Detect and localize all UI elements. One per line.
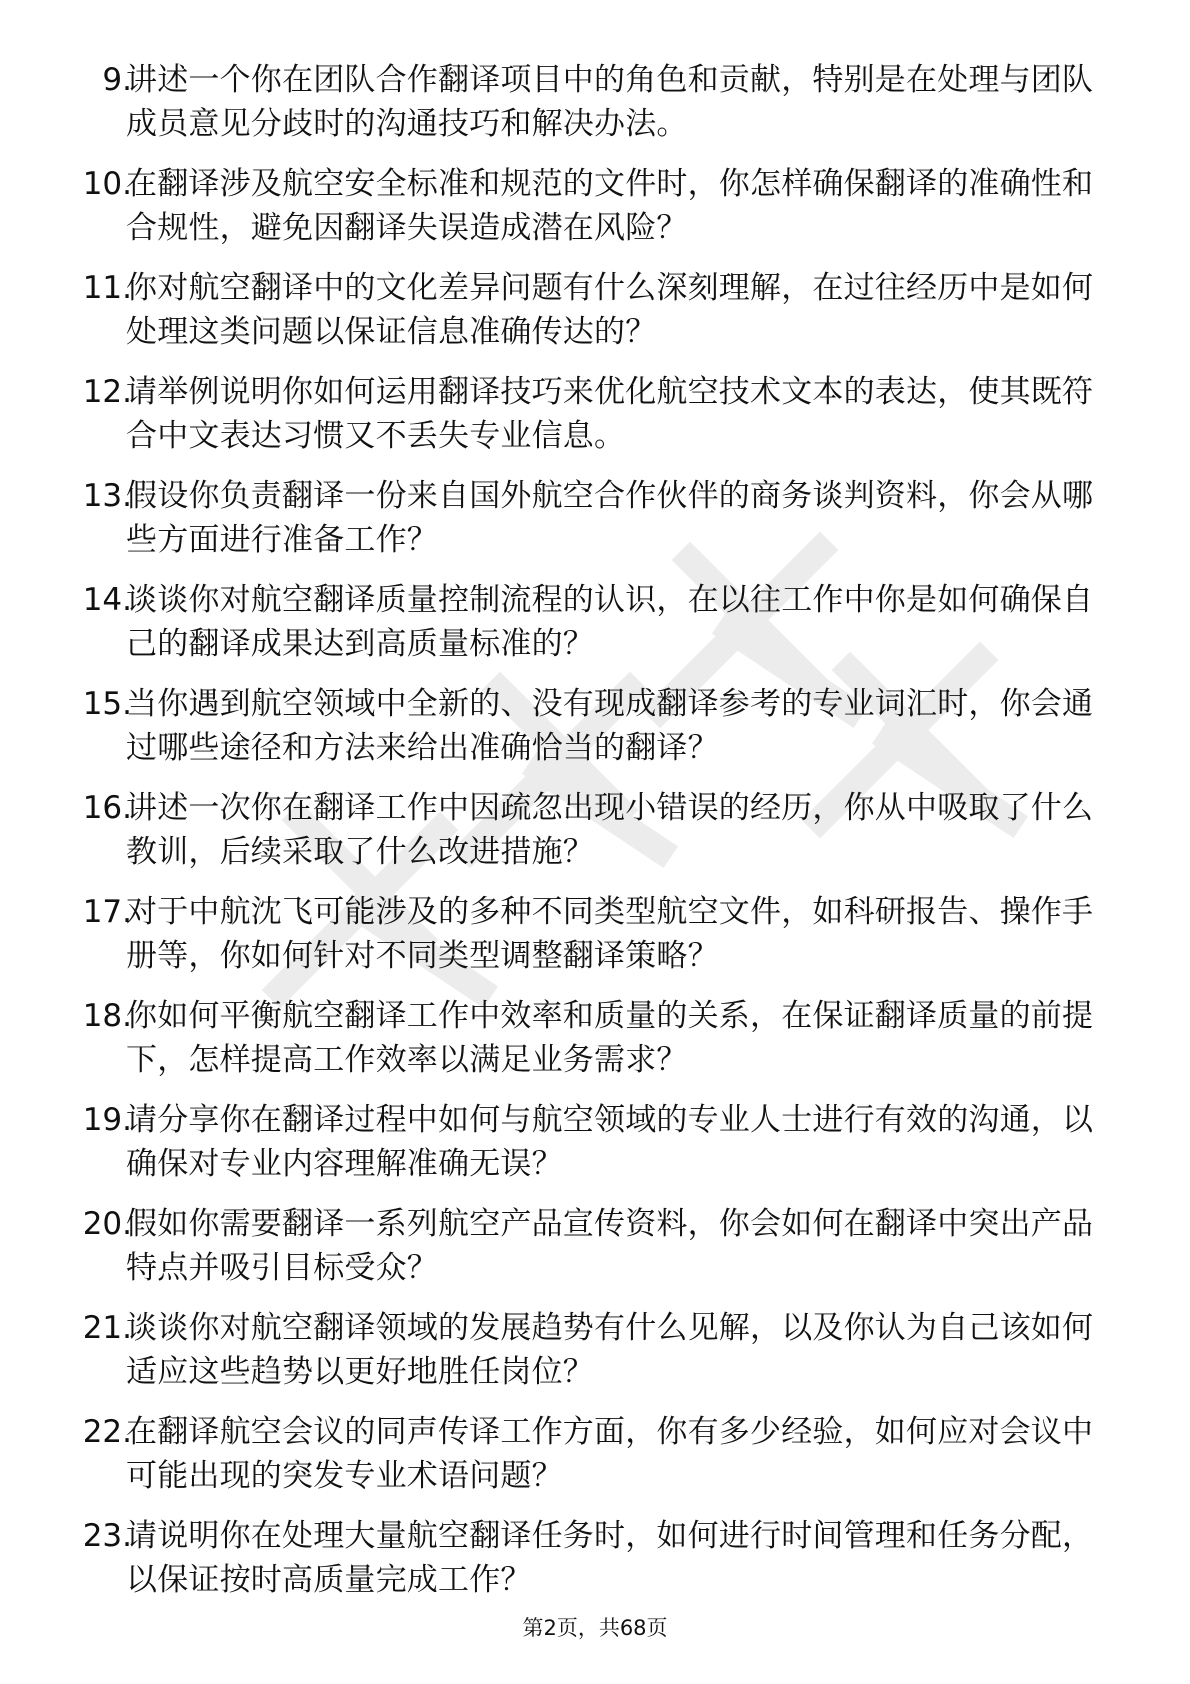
page-footer bbox=[0, 1614, 1190, 1642]
question-text: 你对航空翻译中的文化差异问题有什么深刻理解，在过往经历中是如何处理这类问题以保证信息准确传达的？ bbox=[126, 270, 1094, 350]
question-item bbox=[0, 258, 1190, 362]
question-text: 假如你需要翻译一系列航空产品宣传资料，你会如何在翻译中突出产品特点并吸引目标受众？ bbox=[126, 1206, 1094, 1286]
question-list bbox=[0, 50, 1190, 1610]
question-text: 请说明你在处理大量航空翻译任务时，如何进行时间管理和任务分配，以保证按时高质量完成工作？ bbox=[126, 1518, 1094, 1598]
question-item bbox=[0, 882, 1190, 986]
question-number: 11. bbox=[82, 270, 132, 306]
question-number: 23. bbox=[82, 1518, 132, 1554]
question-number: 17. bbox=[82, 894, 132, 930]
page-number-label: 第2页，共68页 bbox=[522, 1616, 668, 1640]
question-text: 请举例说明你如何运用翻译技巧来优化航空技术文本的表达，使其既符合中文表达习惯又不丢失专业信息。 bbox=[126, 374, 1094, 454]
question-number: 13. bbox=[82, 478, 132, 514]
question-text: 谈谈你对航空翻译领域的发展趋势有什么见解，以及你认为自己该如何适应这些趋势以更好地胜任岗位？ bbox=[126, 1310, 1094, 1390]
question-number: 12. bbox=[82, 374, 132, 410]
question-item bbox=[0, 362, 1190, 466]
question-text: 你如何平衡航空翻译工作中效率和质量的关系，在保证翻译质量的前提下，怎样提高工作效率以满足业务需求？ bbox=[126, 998, 1094, 1078]
question-item bbox=[0, 1090, 1190, 1194]
question-number: 14. bbox=[82, 582, 132, 618]
question-text: 对于中航沈飞可能涉及的多种不同类型航空文件，如科研报告、操作手册等，你如何针对不同类型调整翻译策略？ bbox=[126, 894, 1094, 974]
question-item bbox=[0, 674, 1190, 778]
question-item bbox=[0, 986, 1190, 1090]
question-number: 10. bbox=[82, 166, 132, 202]
question-item bbox=[0, 570, 1190, 674]
question-number: 9. bbox=[102, 62, 132, 98]
question-item bbox=[0, 1402, 1190, 1506]
question-item bbox=[0, 466, 1190, 570]
question-item bbox=[0, 154, 1190, 258]
question-text: 在翻译航空会议的同声传译工作方面，你有多少经验，如何应对会议中可能出现的突发专业术语问题？ bbox=[126, 1414, 1094, 1494]
question-text: 当你遇到航空领域中全新的、没有现成翻译参考的专业词汇时，你会通过哪些途径和方法来给出准确恰当的翻译？ bbox=[126, 686, 1094, 766]
question-number: 22. bbox=[82, 1414, 132, 1450]
question-number: 20. bbox=[82, 1206, 132, 1242]
question-number: 15. bbox=[82, 686, 132, 722]
question-number: 21. bbox=[82, 1310, 132, 1346]
question-item bbox=[0, 1298, 1190, 1402]
question-item bbox=[0, 1506, 1190, 1610]
question-item bbox=[0, 778, 1190, 882]
question-text: 在翻译涉及航空安全标准和规范的文件时，你怎样确保翻译的准确性和合规性，避免因翻译失误造成潜在风险？ bbox=[126, 166, 1094, 246]
question-text: 讲述一个你在团队合作翻译项目中的角色和贡献，特别是在处理与团队成员意见分歧时的沟通技巧和解决办法。 bbox=[126, 62, 1094, 142]
question-text: 讲述一次你在翻译工作中因疏忽出现小错误的经历，你从中吸取了什么教训，后续采取了什么改进措施？ bbox=[126, 790, 1094, 870]
question-text: 假设你负责翻译一份来自国外航空合作伙伴的商务谈判资料，你会从哪些方面进行准备工作？ bbox=[126, 478, 1094, 558]
question-number: 19. bbox=[82, 1102, 132, 1138]
question-number: 16. bbox=[82, 790, 132, 826]
question-text: 请分享你在翻译过程中如何与航空领域的专业人士进行有效的沟通，以确保对专业内容理解准确无误？ bbox=[126, 1102, 1094, 1182]
question-item bbox=[0, 1194, 1190, 1298]
question-item bbox=[0, 50, 1190, 154]
question-number: 18. bbox=[82, 998, 132, 1034]
question-text: 谈谈你对航空翻译质量控制流程的认识，在以往工作中你是如何确保自己的翻译成果达到高质量标准的？ bbox=[126, 582, 1094, 662]
